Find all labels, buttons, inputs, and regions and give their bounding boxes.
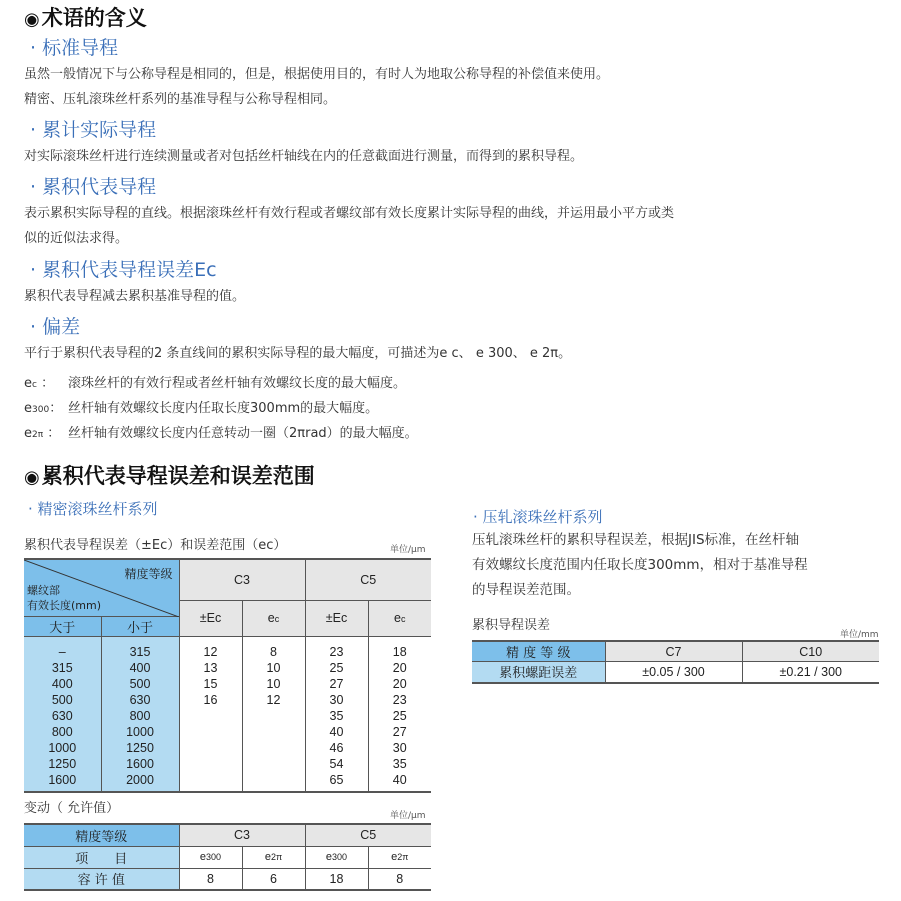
table-cell: 23	[392, 692, 407, 707]
table-cell: 25	[329, 660, 344, 675]
c5-ec-header: ±Ec	[305, 600, 368, 636]
table-cell: 400	[129, 660, 151, 675]
table-cell: 400	[51, 676, 73, 691]
table-cell: 27	[392, 724, 407, 739]
definition-e300	[24, 400, 378, 419]
table-cell: 1600	[48, 772, 77, 787]
table-cell: 12	[203, 644, 218, 659]
table-cell: 35	[392, 756, 407, 771]
table-cell: 30	[329, 692, 344, 707]
definition-e2pi	[24, 425, 418, 444]
table-cell: 40	[329, 724, 344, 739]
table-cell: 25	[392, 708, 407, 723]
section-title-text: 术语的含义	[41, 6, 147, 30]
item-e2pi: e2π	[242, 846, 305, 868]
table-cell: 40	[392, 772, 407, 787]
table-cell: 2000	[126, 772, 154, 787]
rolled-error-table	[472, 640, 879, 684]
term-heading: · 累积代表导程误差Ec	[30, 259, 217, 281]
c3-ec-values	[242, 636, 305, 792]
rolled-table-unit: 单位/mm	[840, 630, 879, 640]
table-cell: 12	[266, 692, 281, 707]
grade-c7-header: C7	[605, 641, 742, 662]
grade-c10-header: C10	[742, 641, 879, 662]
c3-Ec-values	[179, 636, 242, 792]
table-cell: 500	[51, 692, 73, 707]
corner-bottom-label-2: 有效长度(mm)	[27, 599, 102, 612]
table-cell: 1250	[126, 740, 154, 755]
term-text: 虽然一般情况下与公称导程是相同的，但是，根据使用目的，有时人为地取公称导程的补偿值来使用。	[24, 67, 610, 82]
row-label-grade: 精 度 等 级	[472, 641, 605, 662]
table-cell: 13	[203, 660, 218, 675]
term-text: 表示累积实际导程的直线。根据滚珠丝杆有效行程或者螺纹部有效长度累计实际导程的曲线，并运用最小平方或类	[24, 206, 675, 221]
grade-c3-header: C3	[179, 559, 305, 600]
table-cell: 46	[329, 740, 344, 755]
col-over-header: 大于	[24, 616, 101, 636]
row-label-grade: 精度等级	[24, 824, 179, 846]
col-under-header: 小于	[101, 616, 179, 636]
term-text: 平行于累积代表导程的2 条直线间的累积实际导程的最大幅度，可描述为e c、 e 300、 e 2π。	[24, 346, 572, 361]
table-cell: 23	[329, 644, 344, 659]
term-heading: · 累计实际导程	[30, 119, 157, 141]
term-heading: · 偏差	[30, 316, 81, 338]
bullet-icon: ◉	[24, 9, 40, 30]
rolled-table-caption: 累积导程误差	[472, 618, 551, 633]
grade-c5-header: C5	[305, 559, 431, 600]
table-cell: 6	[242, 868, 305, 890]
row-label-item: 项 目	[24, 846, 179, 868]
table-cell: 10	[266, 676, 281, 691]
section-title-error	[24, 460, 315, 490]
precision-error-table	[24, 558, 431, 793]
table-cell: ±0.05 / 300	[605, 662, 742, 683]
rolled-text: 压轧滚珠丝杆的累积导程误差，根据JIS标准，在丝杆轴	[472, 532, 800, 548]
c3-ec-header: ±Ec	[179, 600, 242, 636]
row-label-pitch-error: 累积螺距误差	[472, 662, 605, 683]
rolled-text: 的导程误差范围。	[472, 582, 580, 598]
term-text: 精密、压轧滚珠丝杆系列的基准导程与公称导程相同。	[24, 92, 337, 107]
table-cell: 800	[129, 708, 151, 723]
table-cell: 315	[51, 660, 73, 675]
term-heading: · 累积代表导程	[30, 176, 157, 198]
definition-ec	[24, 375, 406, 394]
table2-unit: 单位/μm	[390, 811, 426, 821]
table-cell: 1600	[126, 756, 154, 771]
definition-text: 滚珠丝杆的有效行程或者丝杆轴有效螺纹长度的最大幅度。	[68, 376, 407, 391]
table-cell: 10	[266, 660, 281, 675]
corner-top-label: 精度等级	[124, 567, 173, 581]
table1-unit: 单位/μm	[390, 545, 426, 555]
c5-e-header: ec	[368, 600, 431, 636]
c5-ec-values	[368, 636, 431, 792]
table-cell: 15	[203, 676, 218, 691]
variation-table	[24, 823, 431, 891]
rolled-series-heading: · 压轧滚珠丝杆系列	[473, 508, 603, 526]
table-cell: 8	[270, 644, 277, 659]
table-cell: 16	[203, 692, 218, 707]
table-cell: 8	[396, 871, 404, 886]
table-cell: 20	[392, 676, 407, 691]
term-text: 累积代表导程减去累积基准导程的值。	[24, 289, 246, 304]
table-cell: 630	[51, 708, 73, 723]
c5-Ec-values	[305, 636, 368, 792]
table2-caption: 变动（ 允许值）	[24, 801, 120, 816]
table1-caption: 累积代表导程误差（±Ec）和误差范围（ec）	[24, 538, 287, 553]
definition-text: 丝杆轴有效螺纹长度内任取长度300mm的最大幅度。	[68, 401, 379, 416]
rolled-text: 有效螺纹长度范围内任取长度300mm，相对于基准导程	[472, 557, 808, 573]
table-cell: ±0.21 / 300	[779, 664, 842, 679]
row-label-allowance: 容 许 值	[24, 868, 179, 890]
definition-key: ec ：	[24, 376, 55, 391]
bullet-icon: ◉	[24, 467, 40, 488]
precision-series-heading: · 精密滚珠丝杆系列	[28, 500, 158, 518]
grade-c5-header: C5	[305, 824, 431, 846]
table-cell: 630	[129, 692, 151, 707]
table-cell: 18	[392, 644, 407, 659]
definition-key: e300：	[24, 401, 63, 416]
col-over-values	[24, 636, 101, 792]
table-cell: 30	[392, 740, 407, 755]
table-cell: 27	[329, 676, 344, 691]
table-cell: 800	[51, 724, 73, 739]
item-e2pi: e2π	[368, 846, 431, 868]
item-e300: e300	[305, 846, 368, 868]
table-cell: 35	[329, 708, 344, 723]
table-cell: 54	[329, 756, 344, 771]
table-cell: 8	[179, 868, 242, 890]
item-e300: e300	[179, 846, 242, 868]
table-cell: 1000	[126, 724, 154, 739]
table-cell: 1250	[48, 756, 77, 771]
table-cell: 315	[129, 644, 151, 659]
table-cell: 500	[129, 676, 151, 691]
table-cell: 18	[305, 868, 368, 890]
table1-corner-cell	[24, 559, 179, 616]
section-title-text: 累积代表导程误差和误差范围	[41, 464, 315, 488]
col-under-values	[101, 636, 179, 792]
term-text: 似的近似法求得。	[24, 231, 129, 246]
table-cell: 65	[329, 772, 344, 787]
definition-key: e2π ：	[24, 426, 61, 441]
c3-e-header: ec	[242, 600, 305, 636]
term-text: 对实际滚珠丝杆进行连续测量或者对包括丝杆轴线在内的任意截面进行测量，而得到的累积导程。	[24, 149, 584, 164]
grade-c3-header: C3	[179, 824, 305, 846]
table-cell: –	[58, 644, 66, 659]
section-title-terms	[24, 2, 147, 32]
definition-text: 丝杆轴有效螺纹长度内任意转动一圈（2πrad）的最大幅度。	[68, 426, 418, 441]
table-cell: 20	[392, 660, 407, 675]
table-cell: 1000	[48, 740, 77, 755]
term-heading: · 标准导程	[30, 37, 119, 59]
corner-bottom-label-1: 螺纹部	[27, 584, 60, 597]
